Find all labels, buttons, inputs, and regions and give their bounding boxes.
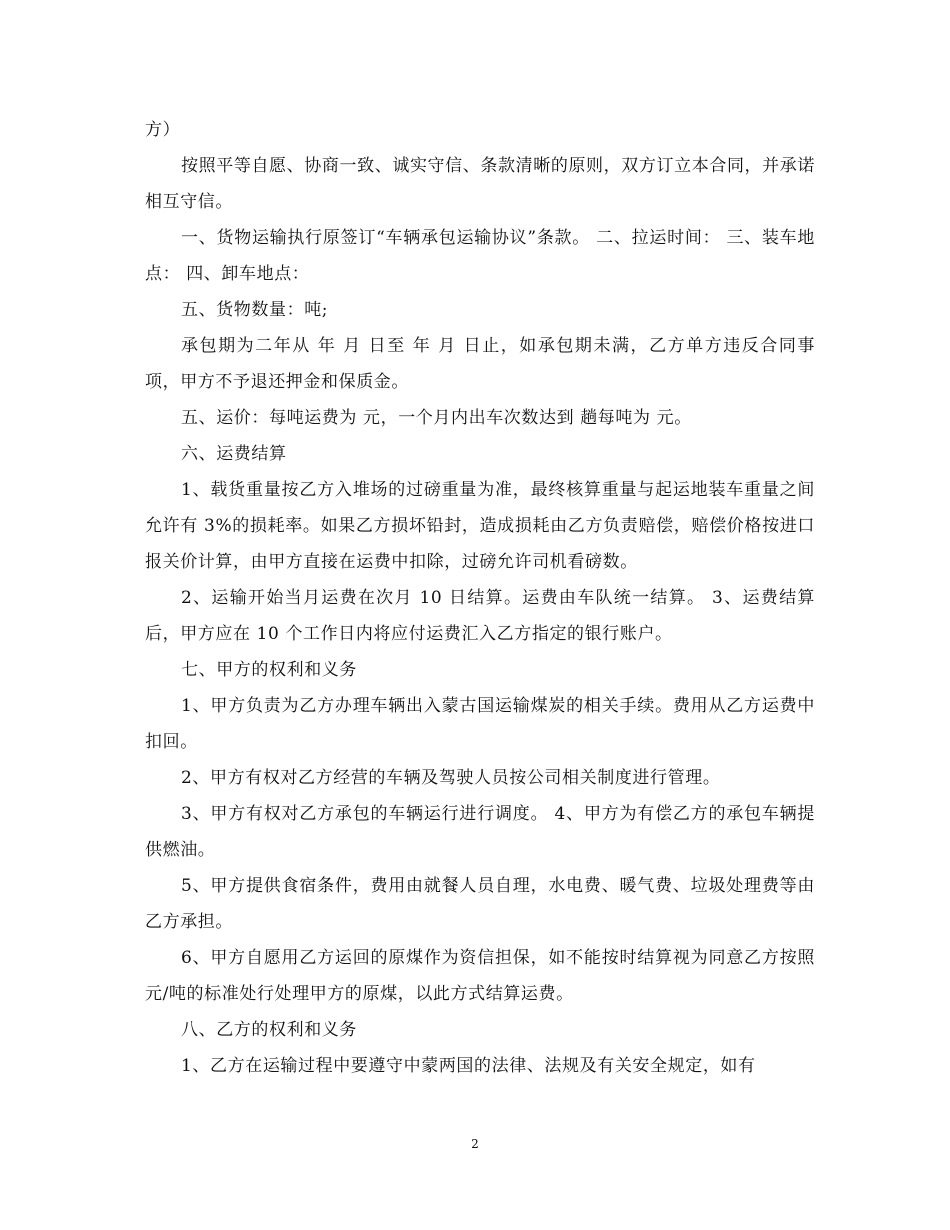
- section-heading-party-a: 七、甲方的权利和义务: [181, 660, 357, 680]
- paragraph-party-a-1: 1、甲方负责为乙方办理车辆出入蒙古国运输煤炭的相关手续。费用从乙方运费中扣回。: [145, 696, 815, 752]
- paragraph-principles: 按照平等自愿、协商一致、诚实守信、条款清晰的原则，双方订立本合同，并承诺相互守信。: [145, 156, 815, 212]
- section-heading-settlement: 六、运费结算: [181, 444, 287, 464]
- page-number: 2: [471, 1137, 479, 1151]
- paragraph-quantity: 五、货物数量：吨;: [181, 300, 329, 320]
- paragraph-party-a-5: 5、甲方提供食宿条件，费用由就餐人员自理，水电费、暖气费、垃圾处理费等由乙方承担。: [145, 876, 815, 932]
- paragraph-party-a-2: 2、甲方有权对乙方经营的车辆及驾驶人员按公司相关制度进行管理。: [181, 768, 721, 788]
- paragraph-contract-period: 承包期为二年从 年 月 日至 年 月 日止，如承包期未满，乙方单方违反合同事项，甲方不予退还押金和保质金。: [145, 336, 815, 392]
- section-heading-party-b: 八、乙方的权利和义务: [181, 1020, 357, 1040]
- document-body: [145, 112, 815, 1084]
- paragraph-freight-price: 五、运价：每吨运费为 元，一个月内出车次数达到 趟每吨为 元。: [181, 408, 692, 428]
- paragraph-continuation: 方）: [145, 120, 181, 140]
- paragraph-settlement-1: 1、载货重量按乙方入堆场的过磅重量为准，最终核算重量与起运地装车重量之间允许有 3%的损耗率。如果乙方损坏铅封，造成损耗由乙方负责赔偿，赔偿价格按进口报关价计算，由甲方直接在运费中扣除，过磅允许司机看磅数。: [145, 480, 815, 572]
- paragraph-party-b-1: 1、乙方在运输过程中要遵守中蒙两国的法律、法规及有关安全规定，如有: [181, 1056, 756, 1076]
- paragraph-settlement-2-3: 2、运输开始当月运费在次月 10 日结算。运费由车队统一结算。 3、运费结算后，甲方应在 10 个工作日内将应付运费汇入乙方指定的银行账户。: [145, 588, 815, 644]
- paragraph-party-a-3-4: 3、甲方有权对乙方承包的车辆运行进行调度。 4、甲方为有偿乙方的承包车辆提供燃油。: [145, 804, 815, 860]
- paragraph-party-a-6: 6、甲方自愿用乙方运回的原煤作为资信担保，如不能按时结算视为同意乙方按照 元/吨的标准处行处理甲方的原煤，以此方式结算运费。: [145, 948, 815, 1004]
- paragraph-clauses-1-4: 一、货物运输执行原签订“车辆承包运输协议”条款。 二、拉运时间： 三、装车地点： 四、卸车地点：: [145, 228, 815, 284]
